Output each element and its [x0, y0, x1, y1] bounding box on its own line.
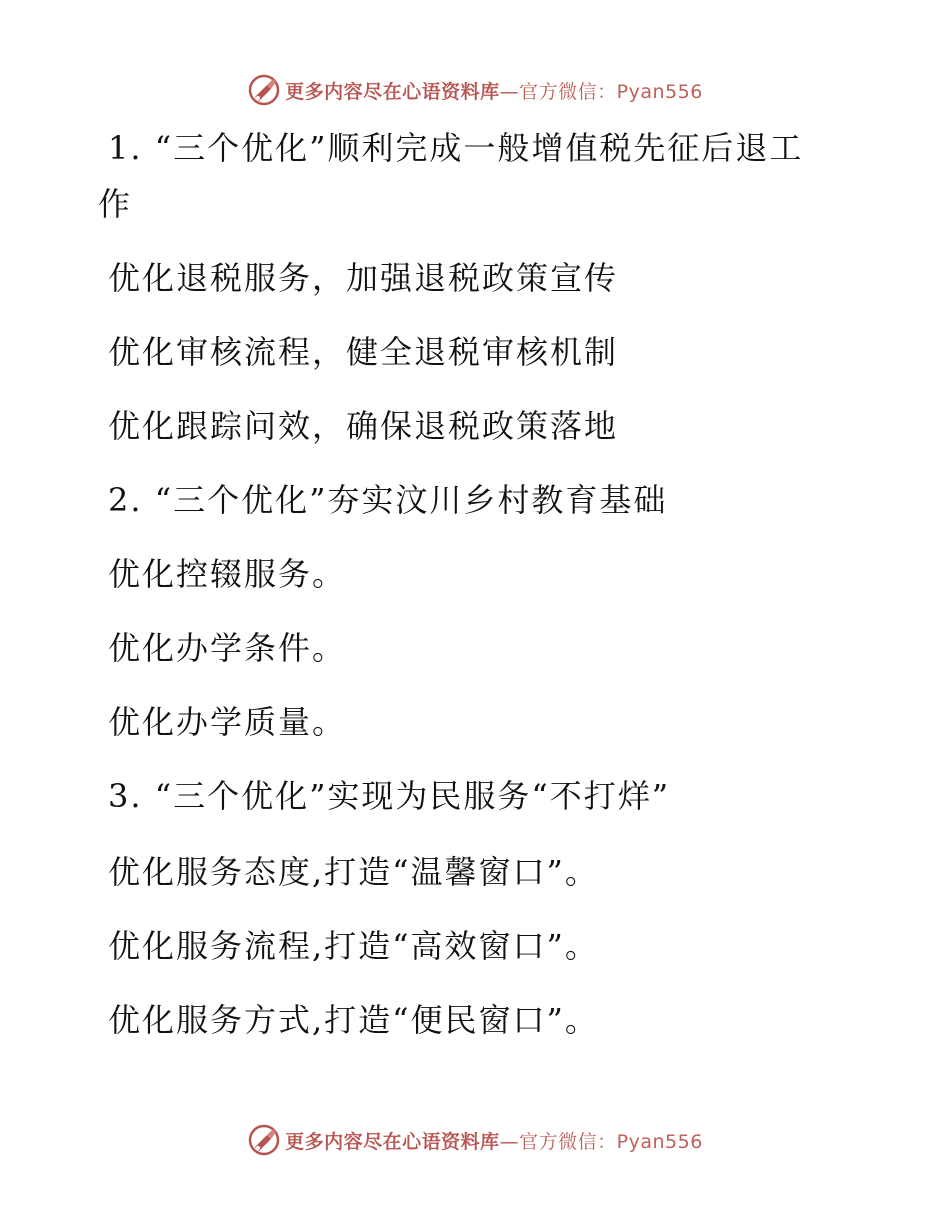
- heading-1: 1. “三个优化”顺利完成一般增值税先征后退工: [108, 129, 804, 167]
- list-item: 优化办学条件。: [108, 629, 347, 667]
- header-wechat-text: 官方微信：Pyan556: [519, 80, 703, 103]
- footer-brand-text: 更多内容尽在心语资料库: [285, 1130, 500, 1153]
- pen-logo-icon: [247, 1123, 281, 1157]
- heading-1-continuation: 作: [98, 185, 133, 223]
- header-watermark: [0, 70, 950, 110]
- footer-watermark-text: [285, 1127, 703, 1154]
- list-item: 优化办学质量。: [108, 703, 347, 741]
- header-brand-text: 更多内容尽在心语资料库: [285, 80, 500, 103]
- list-item: 优化服务方式,打造“便民窗口”。: [108, 1001, 599, 1039]
- footer-separator: —: [499, 1130, 520, 1153]
- list-item: 优化审核流程，健全退税审核机制: [108, 333, 619, 371]
- header-watermark-text: [285, 77, 703, 104]
- list-item: 优化跟踪问效，确保退税政策落地: [108, 407, 619, 445]
- list-item: 优化服务流程,打造“高效窗口”。: [108, 927, 599, 965]
- list-item: 优化控辍服务。: [108, 555, 347, 593]
- footer-wechat-text: 官方微信：Pyan556: [519, 1130, 703, 1153]
- list-item: 优化退税服务，加强退税政策宣传: [108, 259, 619, 297]
- header-separator: —: [499, 80, 520, 103]
- pen-logo-icon: [247, 73, 281, 107]
- list-item: 优化服务态度,打造“温馨窗口”。: [108, 853, 599, 891]
- heading-3: 3. “三个优化”实现为民服务“不打烊”: [108, 777, 671, 815]
- footer-watermark: [0, 1120, 950, 1160]
- heading-2: 2. “三个优化”夯实汶川乡村教育基础: [108, 481, 668, 519]
